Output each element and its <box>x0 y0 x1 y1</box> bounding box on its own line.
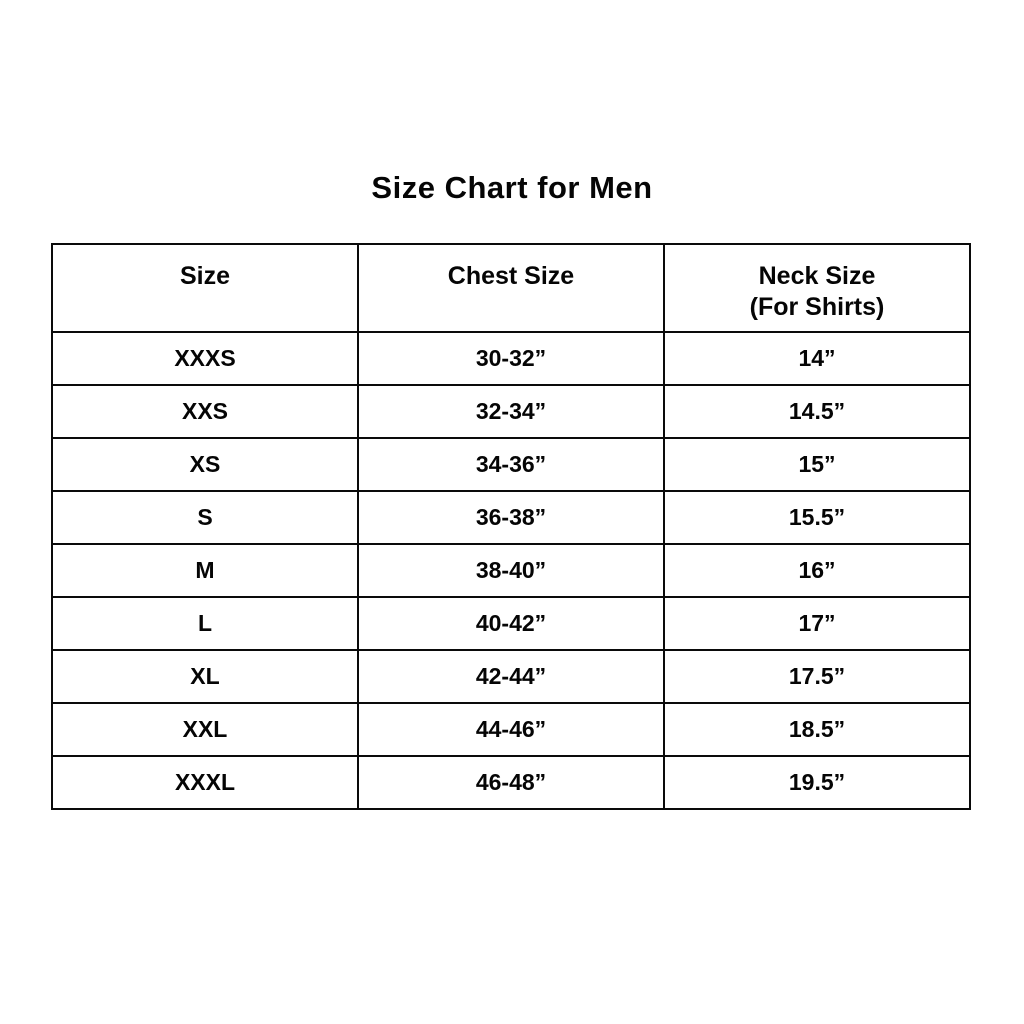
cell-size: XXS <box>52 385 358 438</box>
header-neck-size-sublabel: (For Shirts) <box>749 293 885 322</box>
cell-size: S <box>52 491 358 544</box>
cell-neck: 18.5” <box>664 703 970 756</box>
cell-size: L <box>52 597 358 650</box>
cell-neck: 14” <box>664 332 970 385</box>
cell-neck: 15” <box>664 438 970 491</box>
cell-size: XS <box>52 438 358 491</box>
cell-size: XXL <box>52 703 358 756</box>
table-row-xxxs <box>52 332 970 385</box>
table-header <box>52 244 970 332</box>
cell-chest: 38-40” <box>358 544 664 597</box>
header-chest-size <box>358 244 664 332</box>
cell-chest: 42-44” <box>358 650 664 703</box>
table-row-xxxl <box>52 756 970 809</box>
size-chart-table <box>51 243 971 810</box>
cell-chest: 30-32” <box>358 332 664 385</box>
cell-chest: 44-46” <box>358 703 664 756</box>
cell-chest: 46-48” <box>358 756 664 809</box>
table-row-l <box>52 597 970 650</box>
table-row-xxs <box>52 385 970 438</box>
cell-neck: 15.5” <box>664 491 970 544</box>
cell-size: XXXL <box>52 756 358 809</box>
cell-size: M <box>52 544 358 597</box>
page-title: Size Chart for Men <box>371 170 653 205</box>
cell-chest: 36-38” <box>358 491 664 544</box>
cell-chest: 32-34” <box>358 385 664 438</box>
table-row-xxl <box>52 703 970 756</box>
table-row-xl <box>52 650 970 703</box>
cell-neck: 14.5” <box>664 385 970 438</box>
header-neck-size <box>664 244 970 332</box>
table-row-xs <box>52 438 970 491</box>
cell-size: XXXS <box>52 332 358 385</box>
header-chest-size-label: Chest Size <box>447 262 575 290</box>
table-body <box>52 332 970 809</box>
table-row-s <box>52 491 970 544</box>
cell-neck: 17” <box>664 597 970 650</box>
cell-chest: 34-36” <box>358 438 664 491</box>
header-neck-size-label: Neck Size <box>758 262 876 290</box>
cell-size: XL <box>52 650 358 703</box>
cell-neck: 16” <box>664 544 970 597</box>
header-size <box>52 244 358 332</box>
table-row-m <box>52 544 970 597</box>
header-size-label: Size <box>179 262 231 290</box>
cell-neck: 17.5” <box>664 650 970 703</box>
cell-chest: 40-42” <box>358 597 664 650</box>
cell-neck: 19.5” <box>664 756 970 809</box>
header-row <box>52 244 970 332</box>
